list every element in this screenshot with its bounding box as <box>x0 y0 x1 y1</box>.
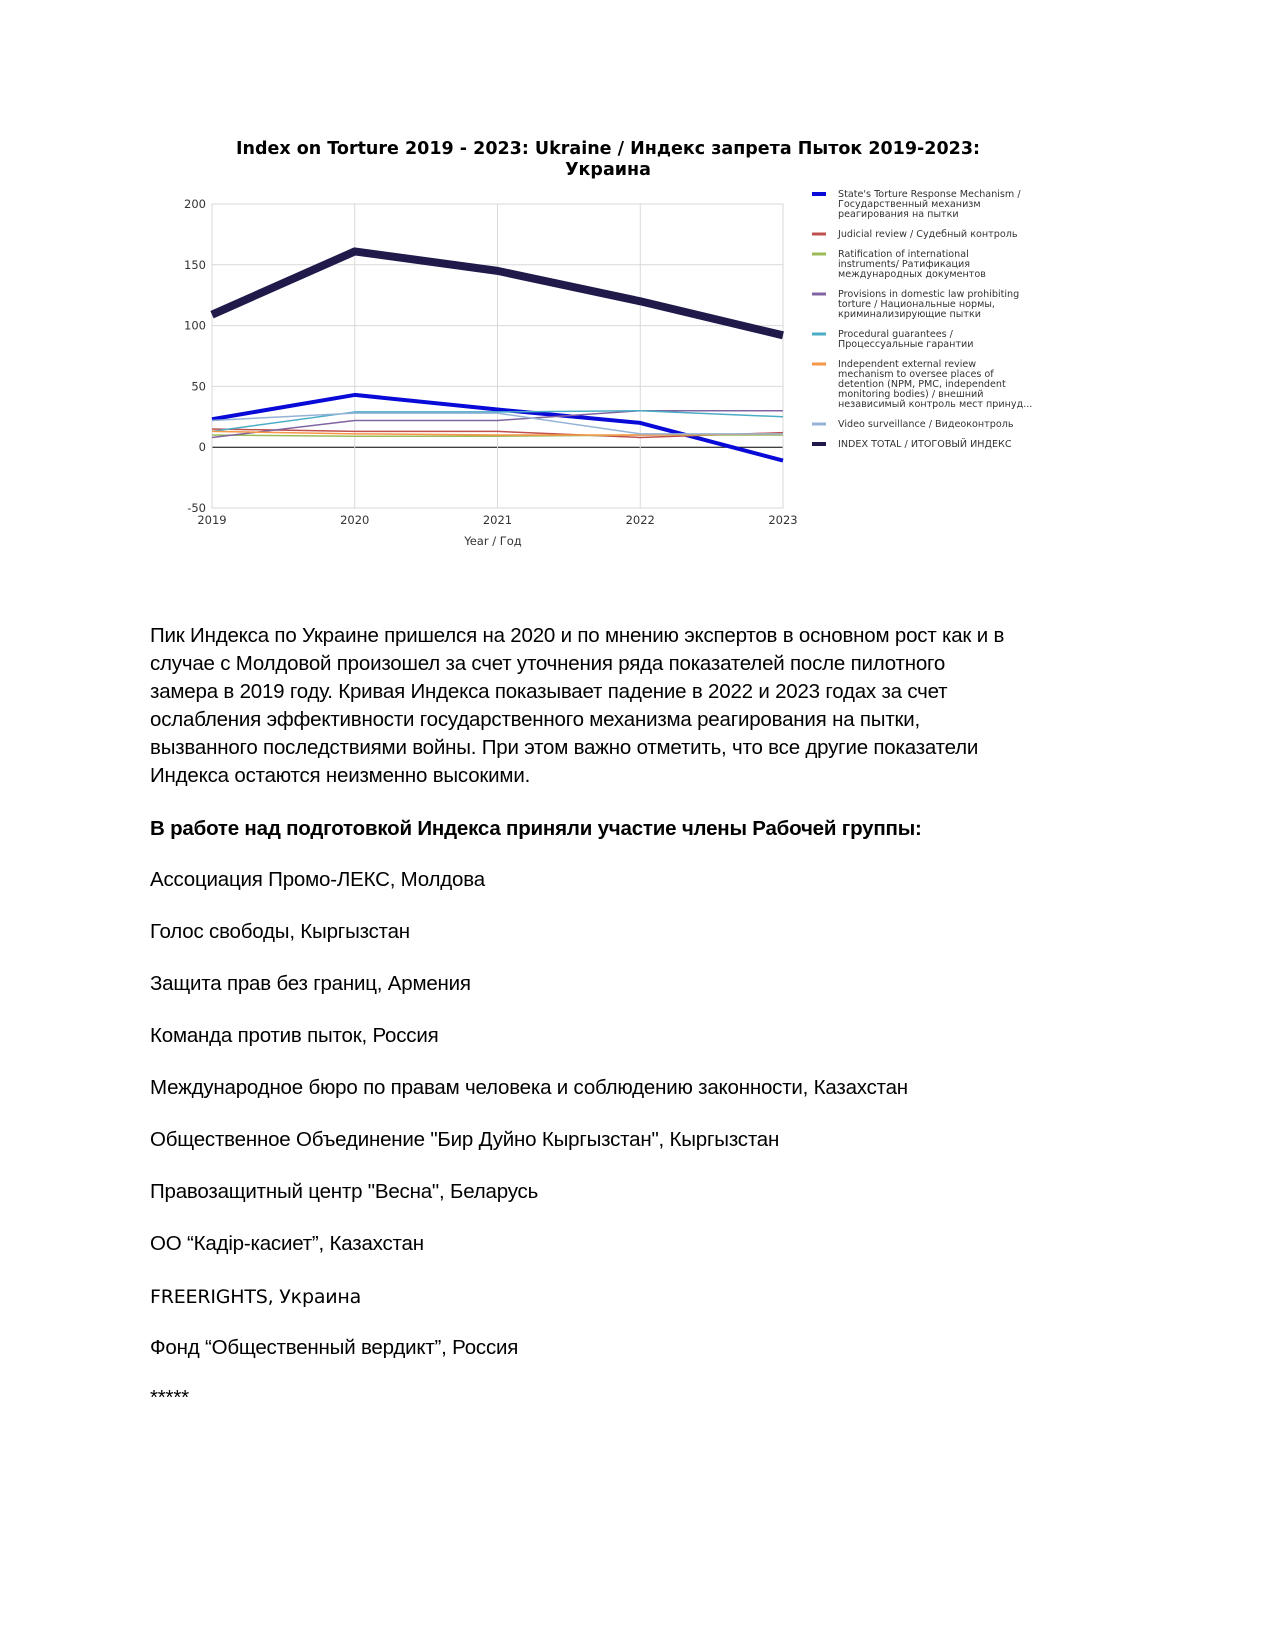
org-golos-svobody: Голос свободы, Кыргызстан <box>150 920 410 943</box>
chart-legend <box>812 189 1032 450</box>
analysis-paragraph <box>150 622 1110 790</box>
legend-label: Процессуальные гарантии <box>838 339 974 350</box>
org-kadir-kasiet: ОО “Кадір-касиет”, Казахстан <box>150 1232 424 1255</box>
legend-label: Provisions in domestic law prohibiting <box>838 289 1020 300</box>
legend-label: torture / Национальные нормы, <box>838 299 995 310</box>
legend-label: detention (NPM, PMC, independent <box>838 379 1006 390</box>
torture-index-chart <box>150 135 1120 575</box>
legend-label: международных документов <box>838 269 986 280</box>
legend-label: INDEX TOTAL / ИТОГОВЫЙ ИНДЕКС <box>838 439 1012 450</box>
org-komanda-protiv-pytok: Команда против пыток, Россия <box>150 1024 439 1047</box>
org-public-verdict: Фонд “Общественный вердикт”, Россия <box>150 1336 519 1359</box>
working-group-heading: В работе над подготовкой Индекса приняли участие члены Рабочей группы: <box>150 817 922 840</box>
x-tick-label: 2021 <box>482 513 513 527</box>
legend-label: Procedural guarantees / <box>838 329 953 340</box>
x-tick-label: 2023 <box>768 513 798 527</box>
chart-axes <box>184 197 798 527</box>
chart-grid <box>212 204 783 508</box>
legend-label: State's Torture Response Mechanism / <box>838 189 1021 200</box>
legend-label: Ratification of international <box>838 249 969 260</box>
y-tick-label: 150 <box>184 257 206 272</box>
org-promo-lex: Ассоциация Промо-ЛЕКС, Молдова <box>150 868 485 891</box>
paragraph-line: случае с Молдовой произошел за счет уточнения ряда показателей после пилотного <box>150 652 946 675</box>
x-tick-label: 2019 <box>197 513 227 527</box>
legend-label: Video surveillance / Видеоконтроль <box>838 419 1014 430</box>
y-tick-label: 200 <box>184 197 206 211</box>
legend-label: monitoring bodies) / внешний <box>838 389 984 400</box>
legend-label: mechanism to oversee places of <box>838 369 994 380</box>
end-marker: ***** <box>150 1386 189 1409</box>
chart-title-line-1: Index on Torture 2019 - 2023: Ukraine / Индекс запрета Пыток 2019-2023: <box>235 139 981 159</box>
org-bir-duino: Общественное Объединение "Бир Дуйно Кыргызстан", Кыргызстан <box>150 1128 780 1151</box>
paragraph-line: вызванного последствиями войны. При этом важно отметить, что все другие показатели <box>150 736 979 759</box>
legend-label: Judicial review / Судебный контроль <box>838 229 1018 240</box>
paragraph-line: Пик Индекса по Украине пришелся на 2020 и по мнению экспертов в основном рост как и в <box>150 624 1005 647</box>
x-axis-label: Year / Год <box>464 534 522 548</box>
x-tick-label: 2022 <box>625 513 655 527</box>
org-zaschita-prav: Защита прав без границ, Армения <box>150 972 471 995</box>
org-freerights: FREERIGHTS, Украина <box>150 1286 362 1308</box>
y-tick-label: 0 <box>198 440 206 455</box>
paragraph-line: замера в 2019 году. Кривая Индекса показывает падение в 2022 и 2023 годах за счет <box>150 680 948 703</box>
paragraph-line: ослабления эффективности государственного механизма реагирования на пытки, <box>150 708 921 731</box>
org-viasna: Правозащитный центр "Весна", Беларусь <box>150 1180 539 1203</box>
legend-label: криминализирующие пытки <box>838 309 981 320</box>
x-tick-label: 2020 <box>340 513 370 527</box>
org-kazakhstan-bureau: Международное бюро по правам человека и соблюдению законности, Казахстан <box>150 1076 908 1099</box>
legend-label: Государственный механизм <box>838 199 981 210</box>
y-tick-label: -50 <box>187 501 206 515</box>
y-tick-label: 50 <box>191 379 206 394</box>
legend-label: Independent external review <box>838 359 977 370</box>
y-tick-label: 100 <box>184 318 206 333</box>
legend-label: независимый контроль мест принуд... <box>838 399 1033 410</box>
paragraph-line: Индекса остаются неизменно высокими. <box>150 764 531 787</box>
legend-label: реагирования на пытки <box>838 209 959 220</box>
legend-label: instruments/ Ратификация <box>838 259 971 270</box>
chart-title-line-2: Украина <box>565 160 651 180</box>
